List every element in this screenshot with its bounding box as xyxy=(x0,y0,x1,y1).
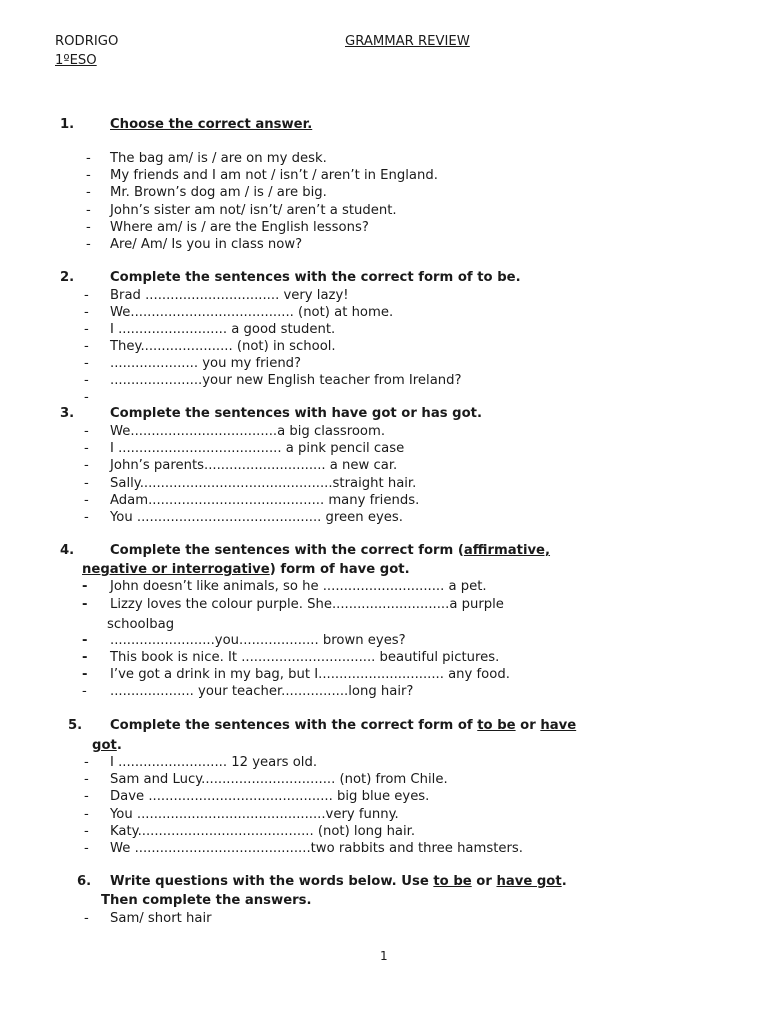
list-item: Dave ............................................ big blue eyes. xyxy=(110,789,430,805)
list-item: We...................................a big classroom. xyxy=(110,424,386,439)
list-item: ......................your new English teacher from Ireland? xyxy=(110,373,462,388)
bullet-dash: - xyxy=(86,237,91,252)
section-1-title: Choose the correct answer. xyxy=(110,117,313,132)
list-item: .........................you................... brown eyes? xyxy=(110,633,406,648)
bullet-dash: - xyxy=(82,667,88,682)
bullet-dash: - xyxy=(86,202,91,218)
bullet-dash: - xyxy=(86,219,91,235)
list-item: John doesn’t like animals, so he ............................. a pet. xyxy=(110,579,487,594)
bullet-dash: - xyxy=(82,633,88,648)
list-item: I’ve got a drink in my bag, but I.............................. any food. xyxy=(110,667,510,682)
bullet-dash: - xyxy=(84,356,89,371)
bullet-dash: - xyxy=(84,475,89,491)
list-item: I .......................... 12 years old. xyxy=(110,755,318,770)
bullet-dash: - xyxy=(84,339,89,354)
list-item: Mr. Brown’s dog am / is / are big. xyxy=(110,185,327,201)
section-3-title: Complete the sentences with have got or has got. xyxy=(110,406,482,421)
list-item: The bag am/ is / are on my desk. xyxy=(110,151,327,166)
bullet-dash: - xyxy=(84,458,89,474)
section-1-number: 1. xyxy=(60,117,75,132)
bullet-dash: - xyxy=(84,424,89,439)
grade-label: 1ºESO xyxy=(55,53,97,68)
bullet-dash: - xyxy=(86,185,91,201)
list-item: Adam.......................................... many friends. xyxy=(110,492,420,508)
bullet-dash: - xyxy=(84,390,89,405)
bullet-dash: - xyxy=(84,755,89,770)
section-5-title-line2: got. xyxy=(92,738,122,753)
bullet-dash: - xyxy=(84,373,89,388)
list-item: You ............................................ green eyes. xyxy=(110,510,403,525)
student-name: RODRIGO xyxy=(55,34,119,49)
section-4-title-line2: negative or interrogative) form of have got. xyxy=(82,562,410,577)
list-item: Sally..............................................straight hair. xyxy=(110,475,417,491)
list-item: Where am/ is / are the English lessons? xyxy=(110,219,369,235)
bullet-dash: - xyxy=(82,684,87,699)
list-item: John’s sister am not/ isn’t/ aren’t a student. xyxy=(110,202,397,218)
list-item: I .......................... a good student. xyxy=(110,322,336,337)
list-item: schoolbag xyxy=(107,617,175,632)
list-item: John’s parents............................. a new car. xyxy=(110,458,398,474)
bullet-dash: - xyxy=(82,579,88,594)
list-item: ..................... you my friend? xyxy=(110,356,302,371)
section-2-title: Complete the sentences with the correct form of to be. xyxy=(110,270,521,285)
bullet-dash: - xyxy=(86,168,91,184)
bullet-dash: - xyxy=(84,305,89,320)
bullet-dash: - xyxy=(84,492,89,508)
bullet-dash: - xyxy=(84,441,89,457)
list-item: We ..........................................two rabbits and three hamsters. xyxy=(110,841,523,856)
list-item: Are/ Am/ Is you in class now? xyxy=(110,237,303,252)
section-6-title-line1: Write questions with the words below. Use to be or have got. xyxy=(110,874,567,889)
bullet-dash: - xyxy=(84,911,89,926)
page-number: 1 xyxy=(380,949,388,963)
bullet-dash: - xyxy=(84,789,89,805)
document-title: GRAMMAR REVIEW xyxy=(345,34,470,49)
list-item: This book is nice. It ................................ beautiful pictures. xyxy=(110,650,500,665)
section-6-title-line2: Then complete the answers. xyxy=(101,893,312,908)
bullet-dash: - xyxy=(84,322,89,337)
section-5-number: 5. xyxy=(68,718,83,733)
section-6-number: 6. xyxy=(77,874,92,889)
list-item: Katy.......................................... (not) long hair. xyxy=(110,823,416,839)
section-3-number: 3. xyxy=(60,406,75,421)
section-5-title-line1: Complete the sentences with the correct form of to be or have xyxy=(110,718,577,733)
bullet-dash: - xyxy=(84,806,89,822)
bullet-dash: - xyxy=(86,151,91,166)
list-item: .................... your teacher................long hair? xyxy=(110,684,414,699)
list-item: Lizzy loves the colour purple. She............................a purple xyxy=(110,597,504,612)
bullet-dash: - xyxy=(84,841,89,856)
bullet-dash: - xyxy=(84,772,89,788)
bullet-dash: - xyxy=(84,288,89,303)
bullet-dash: - xyxy=(84,823,89,839)
list-item: You .............................................very funny. xyxy=(110,806,399,822)
list-item: They...................... (not) in school. xyxy=(110,339,336,354)
bullet-dash: - xyxy=(84,510,89,525)
list-item: We....................................... (not) at home. xyxy=(110,305,394,320)
list-item: Sam/ short hair xyxy=(110,911,212,926)
list-item: Brad ................................ very lazy! xyxy=(110,288,349,303)
bullet-dash: - xyxy=(82,597,88,612)
section-2-number: 2. xyxy=(60,270,75,285)
list-item: Sam and Lucy................................ (not) from Chile. xyxy=(110,772,448,788)
bullet-dash: - xyxy=(82,650,88,665)
section-4-number: 4. xyxy=(60,543,75,558)
list-item: My friends and I am not / isn’t / aren’t in England. xyxy=(110,168,438,184)
list-item: I ....................................... a pink pencil case xyxy=(110,441,405,457)
section-4-title-line1: Complete the sentences with the correct form (affirmative, xyxy=(110,543,551,558)
